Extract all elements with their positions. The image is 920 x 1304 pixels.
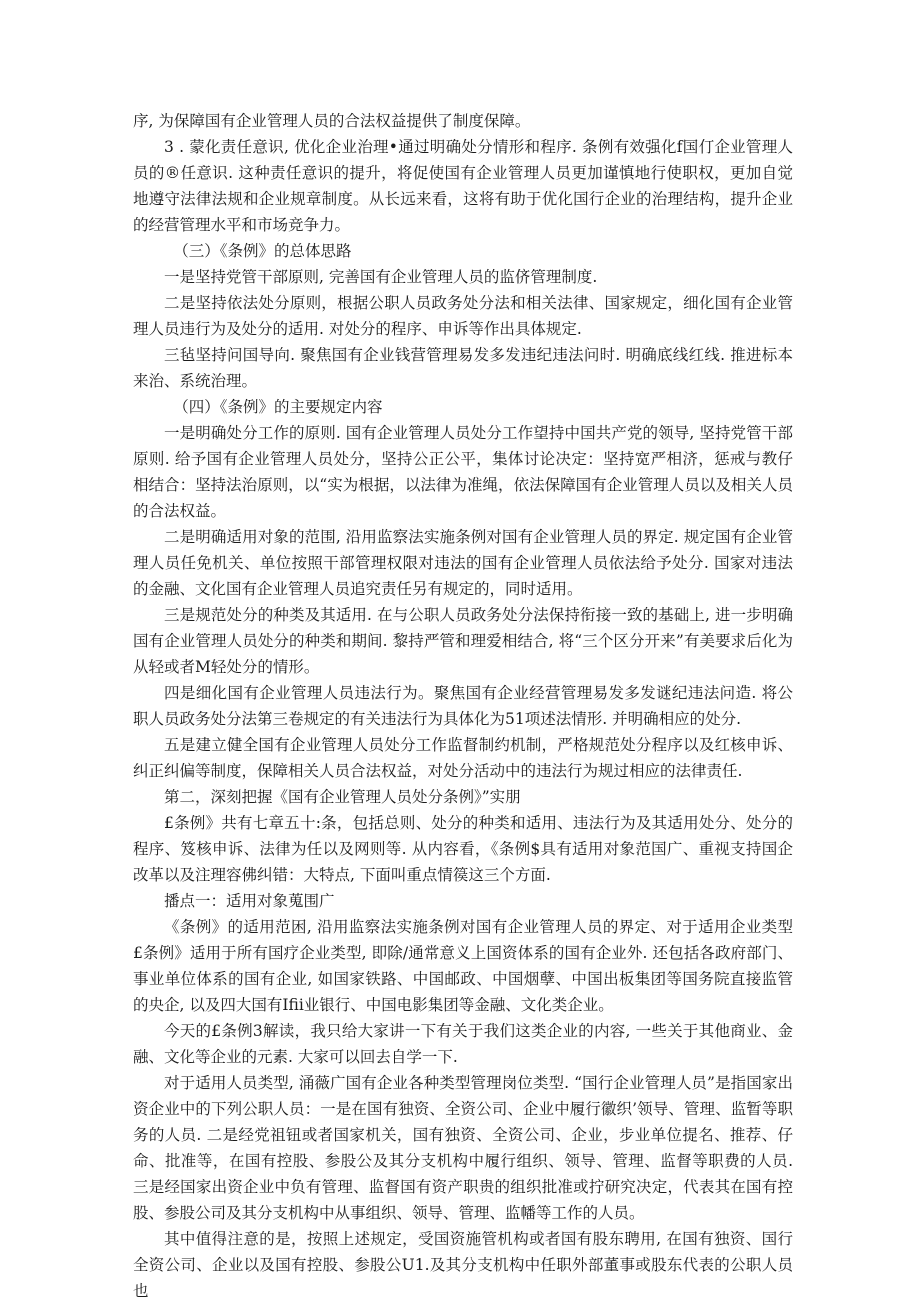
paragraph-today-note: 今天的£条例3解读，我只给大家讲一下有关于我们这类企业的内容, 一些关于其他商业、金融、文化等企业的元素. 大家可以回去自学一下. — [133, 1022, 793, 1066]
paragraph-scope: 《条例》的适用范困, 沿用监察法实施条例对国有企业管理人员的界定、对于适用企业类型£条例》适用于所有国疗企业类型, 即除/通常意义上国资体系的国有企业外. 还包括各政府部门、事业单位体系的国有企业, 如国家铁路、中国邮政、中国烟孽、中国出板集团等国务院直接监管的央企, 以及四大国有Ifii业银行、中国电影集团等金融、文化类企业。 — [133, 918, 793, 1014]
paragraph-approach-1: 一是坚持党管干部原则, 完善国有企业管理人员的监侪管理制度. — [164, 268, 598, 286]
section-heading-part-two: 第二，深刻把握《国有企业管理人员处分条例》”实朋 — [164, 788, 521, 806]
paragraph-provision-1: 一是明确处分工作的原则. 国有企业管理人员处分工作望持中国共产党的领导, 坚持党管干部原则. 给予国有企业管理人员处分，坚持公正公平，集体讨论决定：坚持宽严相济，惩戒与教仔相结合：坚持法治原则，以“实为根据，以法律为准绳，依法保障国有企业管理人员以及相关人员的合法权益。 — [133, 424, 793, 520]
paragraph-structure-overview: £条例》共有七章五十:条，包括总则、处分的种类和适用、违法行为及其适用处分、处分的程序、笈核申诉、法律为任以及网则等. 从内容看，《条例$具有适用对象范国广、重视支持国企改革以及注理容佛纠错：大特点, 下面叫重点情篌这三个方面. — [133, 814, 793, 884]
heading-highlight-1: 播点一：适用对象蒐围广 — [164, 892, 335, 910]
paragraph-approach-3: 三毡坚持问国导向. 聚焦国有企业钱营管理易发多发违纪违法问时. 明确底线红线. 推进标本来治、系统治理。 — [133, 346, 793, 390]
section-heading-overall-approach: （三）《条例》的总体思路 — [173, 242, 352, 260]
paragraph-continuation: 序, 为保障国有企业管理人员的合法权益提供了制度保障。 — [133, 112, 531, 130]
paragraph-provision-5: 五是建立健全国有企业管理人员处分工作监督制约机制，严格规范处分程序以及红核申诉、纠正纠偏等制度，保障相关人员合法权益，对处分活动中的违法行为规过相应的法律责任. — [133, 736, 793, 780]
paragraph-provision-2: 二是明确适用对象的范围, 沿用监察法实施条例对国有企业管理人员的界定. 规定国有企业管理人员任免机关、单位按照干部管理权限对违法的国有企业管理人员依法给予处分. 国家对违法的金融、文化国有企业管理人员追究责任另有规定的，同时适用。 — [133, 528, 793, 598]
paragraph-note: 其中值得注意的是，按照上述规定，受国资施管机构或者国有股东聘用, 在国有独资、国行全资公司、企业以及国有控股、参股公U1.及其分支机构中任职外部董事或股东代表的公职人员也 — [133, 1230, 793, 1300]
paragraph-approach-2: 二是坚持依法处分原则，根据公职人员政务处分法和相关法律、国家规定，细化国有企业管理人员违行为及处分的适用. 对处分的程序、申诉等作出具体规定. — [133, 294, 793, 338]
paragraph-personnel-types: 对于适用人员类型, 涌薇广国有企业各种类型管理岗位类型. “国行企业管理人员”是指国家出资企业中的下列公职人员：一是在国有独资、全资公司、企业中履行徽织’领导、管理、监暂等职务的人员. 二是经党祖钮或者国家机关，国有独资、全资公司、企业，步业单位提名、推荐、仔命、批准等，在国有控股、参股公及其分支机构中履行组织、领导、管理、监督等职费的人员. 三是经国家出资企业中负有管理、监督国有资产职贵的组织批准或拧研究决定，代表其在国有控股、参股公司及其分支机构中从事组织、领导、管理、监幡等工作的人员。 — [133, 1074, 793, 1222]
paragraph-point-3: 3 . 蒙化责任意识, 优化企业治理•通过明确处分情形和程序. 条例有效强化f国仃企业管理人员的®任意识. 这种责任意识的提升，将促使国有企业管理人员更加谨慎地行使职权，更加自觉地遵守法律法规和企业规章制度。从长远来看，这将有助于优化国行企业的治理结构，提升企业的经营管理水平和市场竞争力。 — [133, 138, 793, 234]
section-heading-main-provisions: （四）《条例》的主要规定内容 — [173, 398, 383, 416]
document-body — [133, 108, 793, 1304]
paragraph-provision-3: 三是规范处分的种类及其适用. 在与公职人员政务处分法保持衔接一致的基础上, 进一步明确国有企业管理人员处分的种类和期间. 黎持严管和理爱相结合, 将“三个区分开来”有美要求后化为从轻或者M轻处分的情形。 — [133, 606, 793, 676]
paragraph-provision-4: 四是细化国有企业管理人员违法行为。聚焦国有企业经营管理易发多发谜纪违法问造. 将公职人员政务处分法第三卷规定的有关违法行为具体化为51项述法情形. 并明确相应的处分. — [133, 684, 793, 728]
